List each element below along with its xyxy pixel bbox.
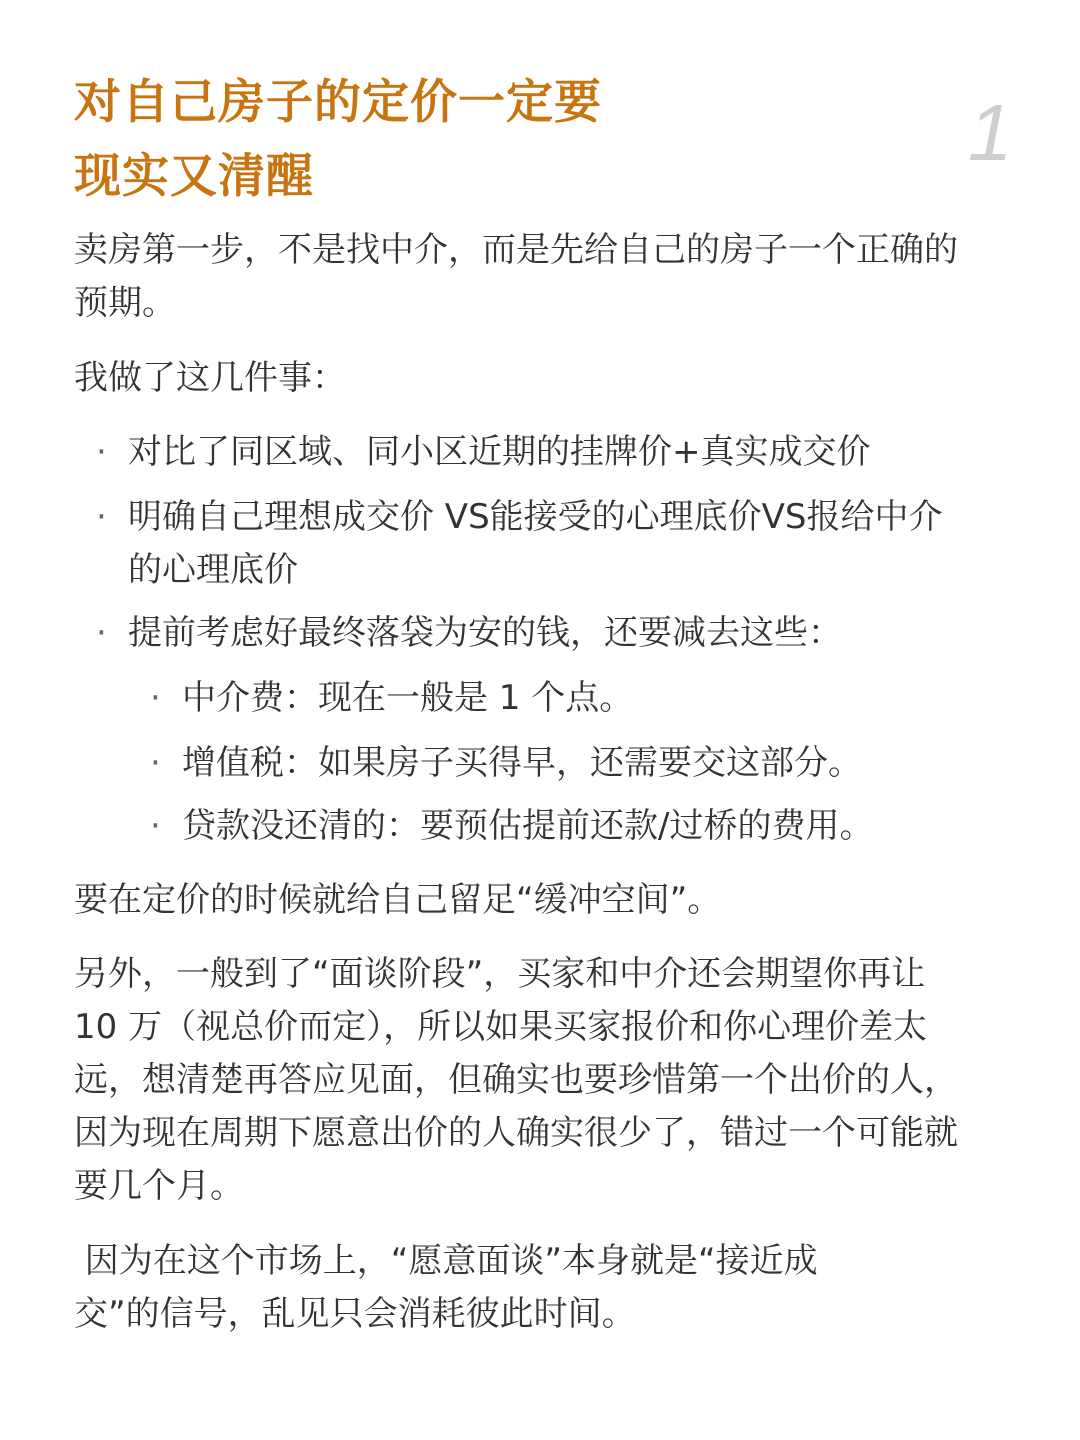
negotiation-paragraph bbox=[74, 948, 1014, 1213]
bullet-1-line-1: 对比了同区域、同小区近期的挂牌价+真实成交价 bbox=[128, 432, 871, 472]
intro-paragraph bbox=[74, 224, 1014, 330]
sub-bullet-3-line-1: 贷款没还清的：要预估提前还款/过桥的费用。 bbox=[182, 806, 874, 846]
closing-line-1: 因为在这个市场上，“愿意面谈”本身就是“接近成 bbox=[74, 1241, 818, 1281]
intro-line-1: 卖房第一步，不是找中介，而是先给自己的房子一个正确的 bbox=[74, 230, 958, 270]
buffer-paragraph: 要在定价的时候就给自己留足“缓冲空间”。 bbox=[74, 880, 722, 920]
bullet-dot: · bbox=[96, 432, 107, 472]
negotiation-line-2: 10 万（视总价而定），所以如果买家报价和你心理价差太 bbox=[74, 1007, 928, 1047]
closing-line-2: 交”的信号，乱见只会消耗彼此时间。 bbox=[74, 1294, 636, 1334]
negotiation-line-1: 另外，一般到了“面谈阶段”，买家和中介还会期望你再让 bbox=[74, 954, 926, 994]
sub-bullet-dot: · bbox=[150, 678, 161, 718]
intro-line-2: 预期。 bbox=[74, 283, 176, 323]
closing-paragraph bbox=[74, 1235, 1014, 1341]
title-line-2: 现实又清醒 bbox=[74, 149, 314, 204]
sub-bullet-1-line-1: 中介费：现在一般是 1 个点。 bbox=[182, 678, 634, 718]
negotiation-line-5: 要几个月。 bbox=[74, 1166, 244, 1206]
bullet-2-line-2: 的心理底价 bbox=[128, 550, 298, 590]
title-line-1: 对自己房子的定价一定要 bbox=[74, 75, 602, 130]
page-number: 1 bbox=[968, 88, 1013, 177]
negotiation-line-4: 因为现在周期下愿意出价的人确实很少了，错过一个可能就 bbox=[74, 1113, 958, 1153]
sub-bullet-2-line-1: 增值税：如果房子买得早，还需要交这部分。 bbox=[182, 743, 862, 783]
bullet-2-line-1: 明确自己理想成交价 VS能接受的心理底价VS报给中介 bbox=[128, 497, 943, 537]
did-heading: 我做了这几件事： bbox=[74, 358, 346, 398]
bullet-dot: · bbox=[96, 613, 107, 653]
negotiation-line-3: 远，想清楚再答应见面，但确实也要珍惜第一个出价的人， bbox=[74, 1060, 958, 1100]
article-title bbox=[74, 66, 934, 214]
bullet-3-line-1: 提前考虑好最终落袋为安的钱，还要减去这些： bbox=[128, 613, 842, 653]
sub-bullet-dot: · bbox=[150, 743, 161, 783]
sub-bullet-dot: · bbox=[150, 806, 161, 846]
bullet-dot: · bbox=[96, 497, 107, 537]
